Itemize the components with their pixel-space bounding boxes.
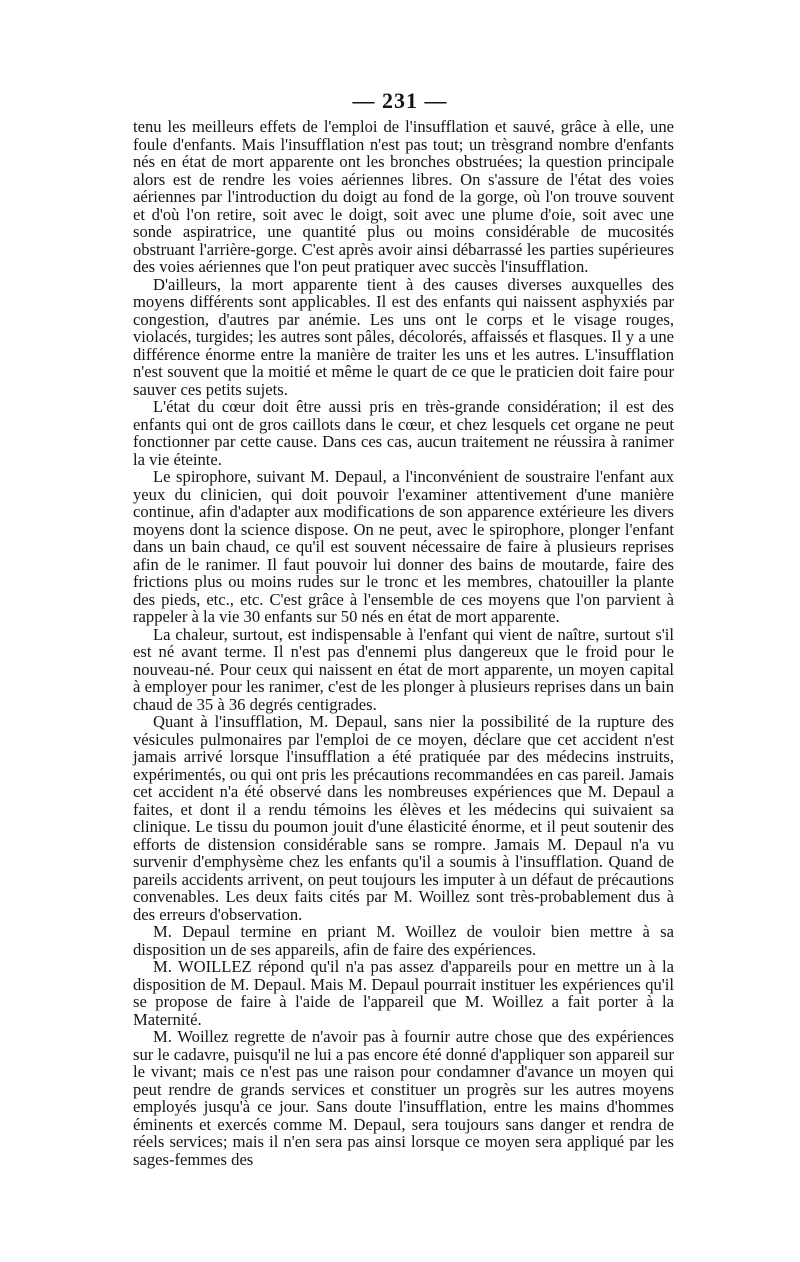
- paragraph-7: M. Depaul termine en priant M. Woillez de vouloir bien mettre à sa disposition un de ses appareils, afin de faire des expériences.: [133, 922, 674, 959]
- page-number: — 231 —: [352, 88, 448, 113]
- paragraph-2: D'ailleurs, la mort apparente tient à des causes diverses auxquelles des moyens différents sont applicables. Il est des enfants qui naissent asphyxiés par congestion, d'autres par anémie. Les uns ont le corps et le visage rouges, violacés, turgides; les autres sont pâles, décolorés, affaissés et flasques. Il y a une différence énorme entre la manière de traiter les uns et les autres. L'insufflation n'est souvent que la moitié et même le quart de ce que le praticien doit faire pour sauver ces petits sujets.: [133, 274, 674, 399]
- paragraph-9: M. Woillez regrette de n'avoir pas à fournir autre chose que des expériences sur le cadavre, puisqu'il ne lui a pas encore été donné d'appliquer son appareil sur le vivant; mais ce n'est pas une raison pour condamner d'avance un moyen qui peut rendre de grands services et constituer un progrès sur les autres moyens employés jusqu'à ce jour. Sans doute l'insufflation, entre les mains d'hommes éminents et exercés comme M. Depaul, sera toujours sans danger et rendra de réels services; mais il n'en sera pas ainsi lorsque ce moyen sera appliqué par les sages-femmes des: [133, 1027, 674, 1169]
- paragraph-5: La chaleur, surtout, est indispensable à l'enfant qui vient de naître, surtout s'il est né avant terme. Il n'est pas d'ennemi plus dangereux que le froid pour le nouveau-né. Pour ceux qui naissent en état de mort apparente, un moyen capital à employer pour les ranimer, c'est de les plonger à plusieurs reprises dans un bain chaud de 35 à 36 degrés centigrades.: [133, 624, 674, 714]
- paragraph-3: L'état du cœur doit être aussi pris en très-grande considération; il est des enfants qui ont de gros caillots dans le cœur, et chez lesquels cet organe ne peut fonctionner par cette cause. Dans ces cas, aucun traitement ne réussira à ranimer la vie éteinte.: [133, 397, 674, 469]
- paragraph-4: Le spirophore, suivant M. Depaul, a l'inconvénient de soustraire l'enfant aux yeux du clinicien, qui doit pouvoir l'examiner attentivement d'une manière continue, afin d'adapter aux modifications de son apparence extérieure les divers moyens dont la science dispose. On ne peut, avec le spirophore, plonger l'enfant dans un bain chaud, ce qu'il est souvent nécessaire de faire à plusieurs reprises afin de le ranimer. Il faut pouvoir lui donner des bains de moutarde, faire des frictions plus ou moins rudes sur le tronc et les membres, chatouiller la plante des pieds, etc., etc. C'est grâce à l'ensemble de ces moyens que l'on parvient à rappeler à la vie 30 enfants sur 50 nés en état de mort apparente.: [133, 467, 674, 626]
- paragraph-8: M. WOILLEZ répond qu'il n'a pas assez d'appareils pour en mettre un à la disposition de M. Depaul. Mais M. Depaul pourrait instituer les expériences qu'il se propose de faire à l'aide de l'appareil que M. Woillez a fait porter à la Maternité.: [133, 957, 674, 1029]
- paragraph-1: tenu les meilleurs effets de l'emploi de l'insufflation et sauvé, grâce à elle, une foule d'enfants. Mais l'insufflation n'est pas tout; un trèsgrand nombre d'enfants nés en état de mort apparente ont les bronches obstruées; la question principale alors est de rendre les voies aériennes libres. On s'assure de l'état des voies aériennes par l'introduction du doigt au fond de la gorge, où l'on trouve souvent et d'où l'on retire, soit avec le doigt, soit avec une plume d'oie, soit avec une sonde aspiratrice, une quantité plus ou moins considérable de mucosités obstruant l'arrière-gorge. C'est après avoir ainsi débarrassé les parties supérieures des voies aériennes que l'on peut pratiquer avec succès l'insufflation.: [133, 117, 674, 276]
- body-text: [133, 118, 674, 1168]
- paragraph-6: Quant à l'insufflation, M. Depaul, sans nier la possibilité de la rupture des vésicules pulmonaires par l'emploi de ce moyen, déclare que cet accident n'est jamais arrivé lorsque l'insufflation a été pratiquée par des médecins instruits, expérimentés, ou qui ont pris les précautions recommandées en cas pareil. Jamais cet accident n'a été observé dans les nombreuses expériences que M. Depaul a faites, et dont il a rendu témoins les élèves et les médecins qui suivaient sa clinique. Le tissu du poumon jouit d'une élasticité énorme, et il peut soutenir des efforts de distension considérable sans se rompre. Jamais M. Depaul n'a vu survenir d'emphysème chez les enfants qu'il a soumis à l'insufflation. Quand de pareils accidents arrivent, on peut toujours les imputer à un défaut de précautions convenables. Les deux faits cités par M. Woillez sont très-probablement dus à des erreurs d'observation.: [133, 712, 674, 924]
